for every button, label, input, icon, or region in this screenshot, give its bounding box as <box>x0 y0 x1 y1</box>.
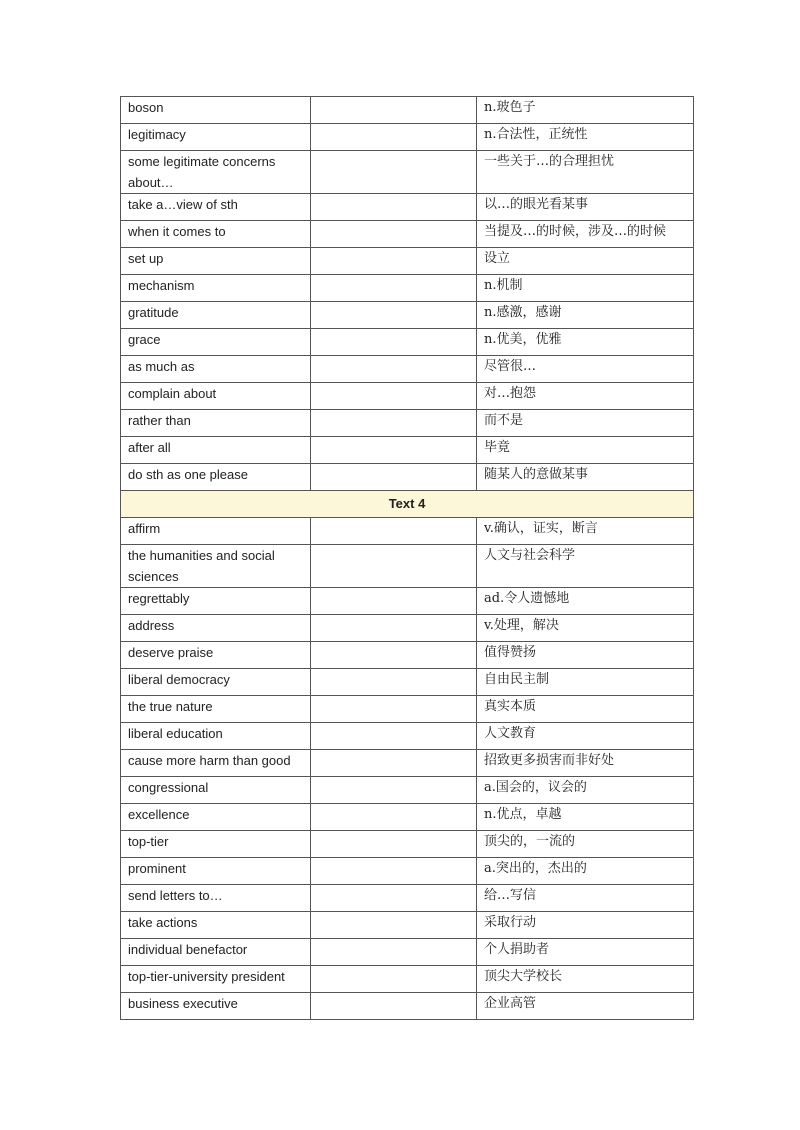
table-row <box>121 194 694 221</box>
term-cell: the true nature <box>121 696 311 723</box>
meaning-cell: 顶尖大学校长 <box>477 966 694 993</box>
term-cell: boson <box>121 97 311 124</box>
meaning-cell: n.机制 <box>477 275 694 302</box>
term-cell: liberal democracy <box>121 669 311 696</box>
meaning-cell: 采取行动 <box>477 912 694 939</box>
table-row <box>121 518 694 545</box>
meaning-cell: a.国会的，议会的 <box>477 777 694 804</box>
term-cell: do sth as one please <box>121 464 311 491</box>
blank-cell <box>311 885 477 912</box>
term-cell: excellence <box>121 804 311 831</box>
blank-cell <box>311 97 477 124</box>
blank-cell <box>311 777 477 804</box>
meaning-cell: 给…写信 <box>477 885 694 912</box>
term-cell: business executive <box>121 993 311 1020</box>
blank-cell <box>311 912 477 939</box>
blank-cell <box>311 993 477 1020</box>
term-cell: when it comes to <box>121 221 311 248</box>
table-row <box>121 588 694 615</box>
blank-cell <box>311 804 477 831</box>
meaning-cell: 随某人的意做某事 <box>477 464 694 491</box>
term-cell: address <box>121 615 311 642</box>
term-cell: gratitude <box>121 302 311 329</box>
meaning-cell: 毕竟 <box>477 437 694 464</box>
term-cell: top-tier <box>121 831 311 858</box>
blank-cell <box>311 151 477 194</box>
table-row <box>121 275 694 302</box>
term-cell: some legitimate concerns about… <box>121 151 311 194</box>
term-cell: take actions <box>121 912 311 939</box>
blank-cell <box>311 642 477 669</box>
blank-cell <box>311 615 477 642</box>
blank-cell <box>311 723 477 750</box>
table-row <box>121 804 694 831</box>
table-row <box>121 97 694 124</box>
term-cell: cause more harm than good <box>121 750 311 777</box>
meaning-cell: 自由民主制 <box>477 669 694 696</box>
term-cell: affirm <box>121 518 311 545</box>
table-row <box>121 248 694 275</box>
vocabulary-table <box>120 96 694 1020</box>
blank-cell <box>311 545 477 588</box>
table-row <box>121 545 694 588</box>
table-row <box>121 777 694 804</box>
blank-cell <box>311 124 477 151</box>
blank-cell <box>311 302 477 329</box>
table-row <box>121 885 694 912</box>
section-header-row <box>121 491 694 518</box>
meaning-cell: 值得赞扬 <box>477 642 694 669</box>
meaning-cell: 设立 <box>477 248 694 275</box>
blank-cell <box>311 518 477 545</box>
term-cell: prominent <box>121 858 311 885</box>
table-row <box>121 356 694 383</box>
term-cell: the humanities and social sciences <box>121 545 311 588</box>
meaning-cell: n.合法性，正统性 <box>477 124 694 151</box>
table-row <box>121 464 694 491</box>
meaning-cell: 个人捐助者 <box>477 939 694 966</box>
table-row <box>121 993 694 1020</box>
blank-cell <box>311 750 477 777</box>
term-cell: liberal education <box>121 723 311 750</box>
meaning-cell: 一些关于…的合理担忧 <box>477 151 694 194</box>
meaning-cell: v.处理，解决 <box>477 615 694 642</box>
term-cell: top-tier-university president <box>121 966 311 993</box>
table-row <box>121 750 694 777</box>
term-cell: deserve praise <box>121 642 311 669</box>
blank-cell <box>311 356 477 383</box>
meaning-cell: a.突出的，杰出的 <box>477 858 694 885</box>
meaning-cell: ad.令人遗憾地 <box>477 588 694 615</box>
table-row <box>121 939 694 966</box>
blank-cell <box>311 221 477 248</box>
meaning-cell: 真实本质 <box>477 696 694 723</box>
table-row <box>121 383 694 410</box>
term-cell: congressional <box>121 777 311 804</box>
table-row <box>121 831 694 858</box>
blank-cell <box>311 696 477 723</box>
blank-cell <box>311 194 477 221</box>
table-row <box>121 696 694 723</box>
blank-cell <box>311 410 477 437</box>
blank-cell <box>311 831 477 858</box>
meaning-cell: 招致更多损害而非好处 <box>477 750 694 777</box>
meaning-cell: 而不是 <box>477 410 694 437</box>
blank-cell <box>311 939 477 966</box>
table-row <box>121 912 694 939</box>
blank-cell <box>311 383 477 410</box>
table-row <box>121 410 694 437</box>
blank-cell <box>311 858 477 885</box>
meaning-cell: 当提及…的时候，涉及…的时候 <box>477 221 694 248</box>
blank-cell <box>311 588 477 615</box>
section-header: Text 4 <box>121 491 694 518</box>
blank-cell <box>311 329 477 356</box>
blank-cell <box>311 275 477 302</box>
blank-cell <box>311 966 477 993</box>
meaning-cell: 人文教育 <box>477 723 694 750</box>
meaning-cell: 尽管很… <box>477 356 694 383</box>
term-cell: send letters to… <box>121 885 311 912</box>
term-cell: as much as <box>121 356 311 383</box>
blank-cell <box>311 669 477 696</box>
term-cell: after all <box>121 437 311 464</box>
table-row <box>121 615 694 642</box>
table-row <box>121 124 694 151</box>
term-cell: regrettably <box>121 588 311 615</box>
meaning-cell: n.感激，感谢 <box>477 302 694 329</box>
table-row <box>121 329 694 356</box>
table-row <box>121 723 694 750</box>
meaning-cell: n.玻色子 <box>477 97 694 124</box>
meaning-cell: n.优点，卓越 <box>477 804 694 831</box>
table-row <box>121 669 694 696</box>
table-row <box>121 302 694 329</box>
term-cell: individual benefactor <box>121 939 311 966</box>
meaning-cell: n.优美，优雅 <box>477 329 694 356</box>
term-cell: mechanism <box>121 275 311 302</box>
table-row <box>121 642 694 669</box>
blank-cell <box>311 437 477 464</box>
table-row <box>121 437 694 464</box>
term-cell: set up <box>121 248 311 275</box>
term-cell: complain about <box>121 383 311 410</box>
table-row <box>121 221 694 248</box>
table-row <box>121 151 694 194</box>
meaning-cell: 人文与社会科学 <box>477 545 694 588</box>
meaning-cell: v.确认，证实，断言 <box>477 518 694 545</box>
term-cell: rather than <box>121 410 311 437</box>
meaning-cell: 顶尖的，一流的 <box>477 831 694 858</box>
term-cell: legitimacy <box>121 124 311 151</box>
meaning-cell: 以…的眼光看某事 <box>477 194 694 221</box>
blank-cell <box>311 248 477 275</box>
table-row <box>121 966 694 993</box>
table-row <box>121 858 694 885</box>
vocabulary-table-body <box>121 97 694 1020</box>
term-cell: grace <box>121 329 311 356</box>
term-cell: take a…view of sth <box>121 194 311 221</box>
meaning-cell: 企业高管 <box>477 993 694 1020</box>
blank-cell <box>311 464 477 491</box>
meaning-cell: 对…抱怨 <box>477 383 694 410</box>
